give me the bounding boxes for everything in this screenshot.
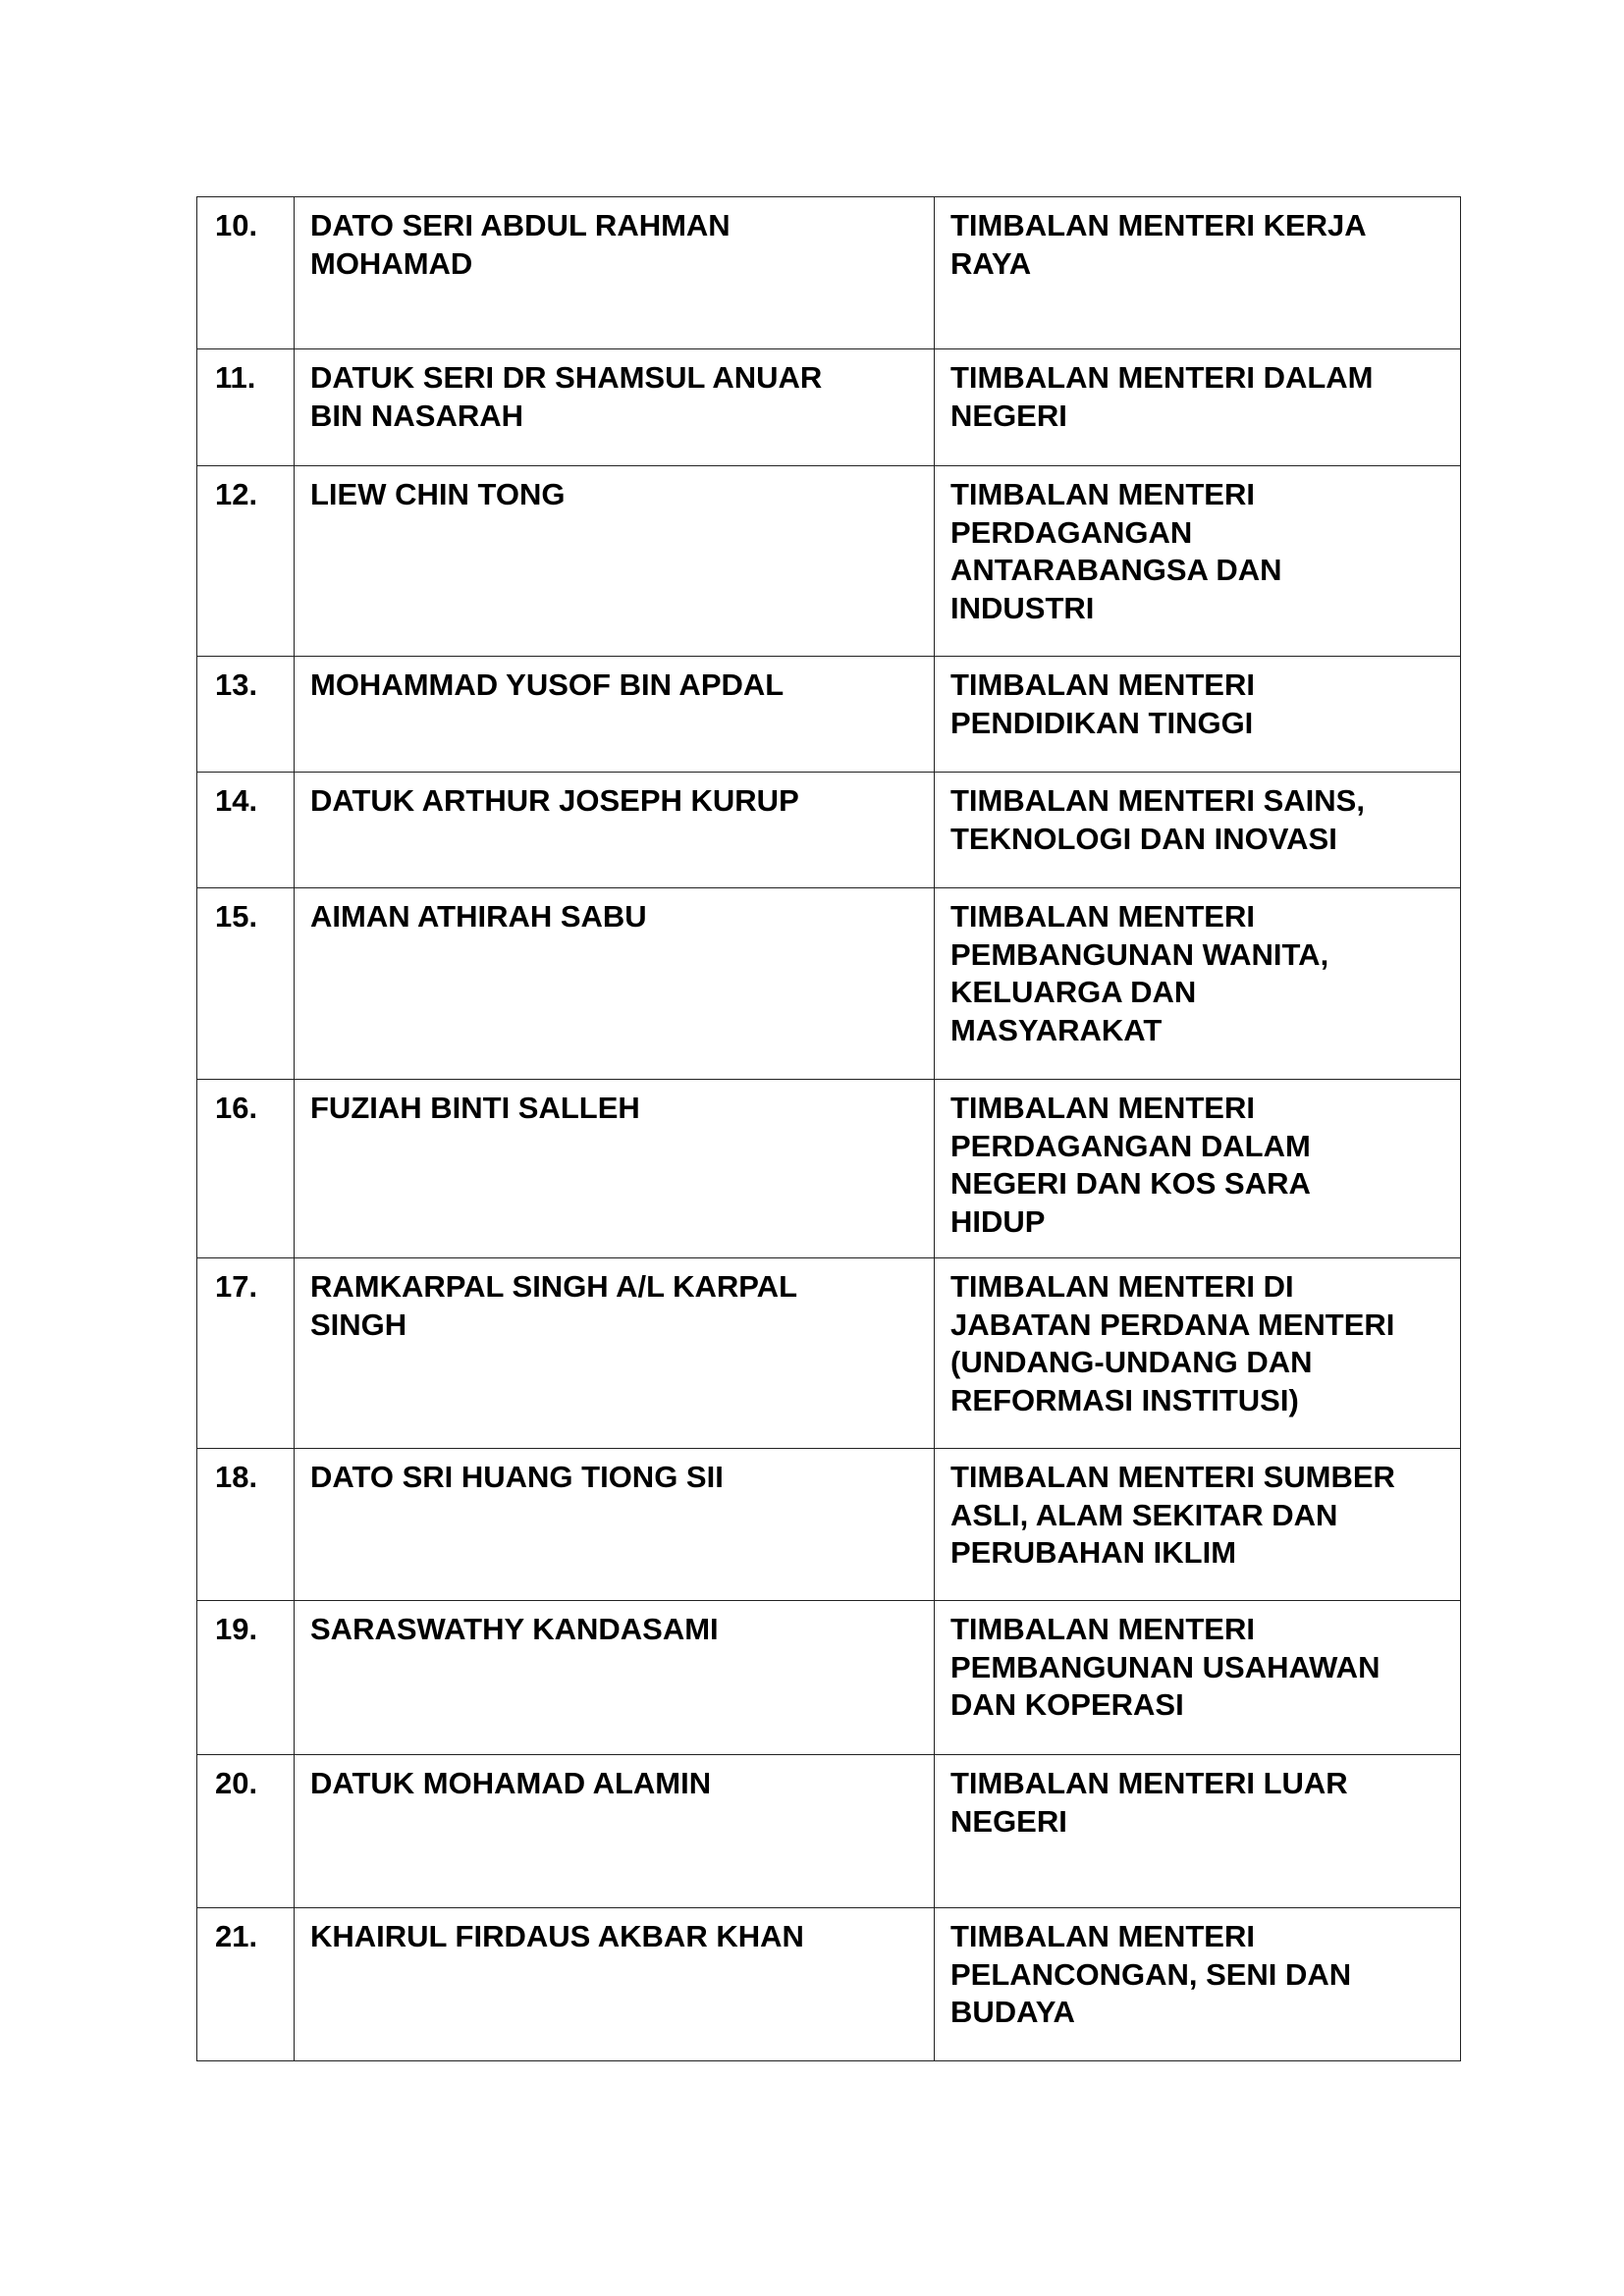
person-name: DATO SERI ABDUL RAHMAN MOHAMAD bbox=[310, 208, 731, 281]
row-number-cell bbox=[197, 349, 295, 466]
position-title: TIMBALAN MENTERI PERDAGANGAN DALAM NEGERI DAN KOS SARA HIDUP bbox=[950, 1091, 1311, 1239]
person-name: DATUK MOHAMAD ALAMIN bbox=[310, 1766, 712, 1800]
position-cell bbox=[935, 1258, 1461, 1449]
row-number: 12. bbox=[215, 477, 258, 511]
row-number-cell bbox=[197, 1449, 295, 1601]
position-cell bbox=[935, 657, 1461, 773]
name-cell bbox=[295, 1908, 935, 2061]
person-name: DATUK SERI DR SHAMSUL ANUAR BIN NASARAH bbox=[310, 360, 823, 433]
table-row bbox=[197, 657, 1461, 773]
position-title: TIMBALAN MENTERI SAINS, TEKNOLOGI DAN INOVASI bbox=[950, 783, 1365, 856]
name-cell bbox=[295, 1449, 935, 1601]
table-row bbox=[197, 888, 1461, 1080]
person-name: DATUK ARTHUR JOSEPH KURUP bbox=[310, 783, 799, 818]
person-name: AIMAN ATHIRAH SABU bbox=[310, 899, 647, 934]
position-cell bbox=[935, 1449, 1461, 1601]
position-title: TIMBALAN MENTERI PEMBANGUNAN WANITA, KELUARGA DAN MASYARAKAT bbox=[950, 899, 1329, 1047]
name-cell bbox=[295, 1258, 935, 1449]
row-number-cell bbox=[197, 197, 295, 349]
position-title: TIMBALAN MENTERI PEMBANGUNAN USAHAWAN DAN KOPERASI bbox=[950, 1612, 1380, 1722]
name-cell bbox=[295, 657, 935, 773]
row-number: 14. bbox=[215, 783, 258, 818]
table-row bbox=[197, 1258, 1461, 1449]
row-number-cell bbox=[197, 773, 295, 888]
row-number: 19. bbox=[215, 1612, 258, 1646]
position-title: TIMBALAN MENTERI LUAR NEGERI bbox=[950, 1766, 1348, 1839]
table-row bbox=[197, 466, 1461, 657]
table-row bbox=[197, 1755, 1461, 1908]
row-number: 21. bbox=[215, 1919, 258, 1953]
name-cell bbox=[295, 1755, 935, 1908]
position-title: TIMBALAN MENTERI DI JABATAN PERDANA MENTERI (UNDANG-UNDANG DAN REFORMASI INSTITUSI) bbox=[950, 1269, 1395, 1417]
position-cell bbox=[935, 349, 1461, 466]
position-cell bbox=[935, 197, 1461, 349]
position-cell bbox=[935, 1755, 1461, 1908]
name-cell bbox=[295, 1601, 935, 1755]
person-name: MOHAMMAD YUSOF BIN APDAL bbox=[310, 667, 785, 702]
row-number: 17. bbox=[215, 1269, 258, 1304]
row-number: 16. bbox=[215, 1091, 258, 1125]
row-number-cell bbox=[197, 1258, 295, 1449]
row-number: 20. bbox=[215, 1766, 258, 1800]
row-number-cell bbox=[197, 1908, 295, 2061]
row-number: 18. bbox=[215, 1460, 258, 1494]
table-row bbox=[197, 773, 1461, 888]
table-row bbox=[197, 1601, 1461, 1755]
row-number-cell bbox=[197, 466, 295, 657]
row-number: 11. bbox=[215, 360, 256, 395]
position-title: TIMBALAN MENTERI DALAM NEGERI bbox=[950, 360, 1374, 433]
person-name: DATO SRI HUANG TIONG SII bbox=[310, 1460, 724, 1494]
table-row bbox=[197, 1080, 1461, 1258]
row-number-cell bbox=[197, 888, 295, 1080]
position-title: TIMBALAN MENTERI KERJA RAYA bbox=[950, 208, 1367, 281]
row-number-cell bbox=[197, 1601, 295, 1755]
position-cell bbox=[935, 466, 1461, 657]
person-name: FUZIAH BINTI SALLEH bbox=[310, 1091, 640, 1125]
name-cell bbox=[295, 773, 935, 888]
position-title: TIMBALAN MENTERI SUMBER ASLI, ALAM SEKITAR DAN PERUBAHAN IKLIM bbox=[950, 1460, 1395, 1570]
name-cell bbox=[295, 1080, 935, 1258]
person-name: LIEW CHIN TONG bbox=[310, 477, 566, 511]
name-cell bbox=[295, 888, 935, 1080]
row-number-cell bbox=[197, 1080, 295, 1258]
position-cell bbox=[935, 888, 1461, 1080]
position-title: TIMBALAN MENTERI PERDAGANGAN ANTARABANGSA DAN INDUSTRI bbox=[950, 477, 1282, 625]
row-number: 10. bbox=[215, 208, 258, 242]
row-number: 15. bbox=[215, 899, 258, 934]
position-cell bbox=[935, 1080, 1461, 1258]
position-title: TIMBALAN MENTERI PENDIDIKAN TINGGI bbox=[950, 667, 1255, 740]
name-cell bbox=[295, 197, 935, 349]
person-name: KHAIRUL FIRDAUS AKBAR KHAN bbox=[310, 1919, 804, 1953]
person-name: SARASWATHY KANDASAMI bbox=[310, 1612, 719, 1646]
table-row bbox=[197, 1908, 1461, 2061]
table-row bbox=[197, 197, 1461, 349]
position-cell bbox=[935, 1908, 1461, 2061]
row-number-cell bbox=[197, 657, 295, 773]
name-cell bbox=[295, 466, 935, 657]
position-title: TIMBALAN MENTERI PELANCONGAN, SENI DAN BUDAYA bbox=[950, 1919, 1352, 2029]
name-cell bbox=[295, 349, 935, 466]
table-row bbox=[197, 349, 1461, 466]
person-name: RAMKARPAL SINGH A/L KARPAL SINGH bbox=[310, 1269, 797, 1342]
table-row bbox=[197, 1449, 1461, 1601]
row-number-cell bbox=[197, 1755, 295, 1908]
position-cell bbox=[935, 773, 1461, 888]
position-cell bbox=[935, 1601, 1461, 1755]
row-number: 13. bbox=[215, 667, 258, 702]
deputy-minister-table bbox=[196, 196, 1461, 2061]
